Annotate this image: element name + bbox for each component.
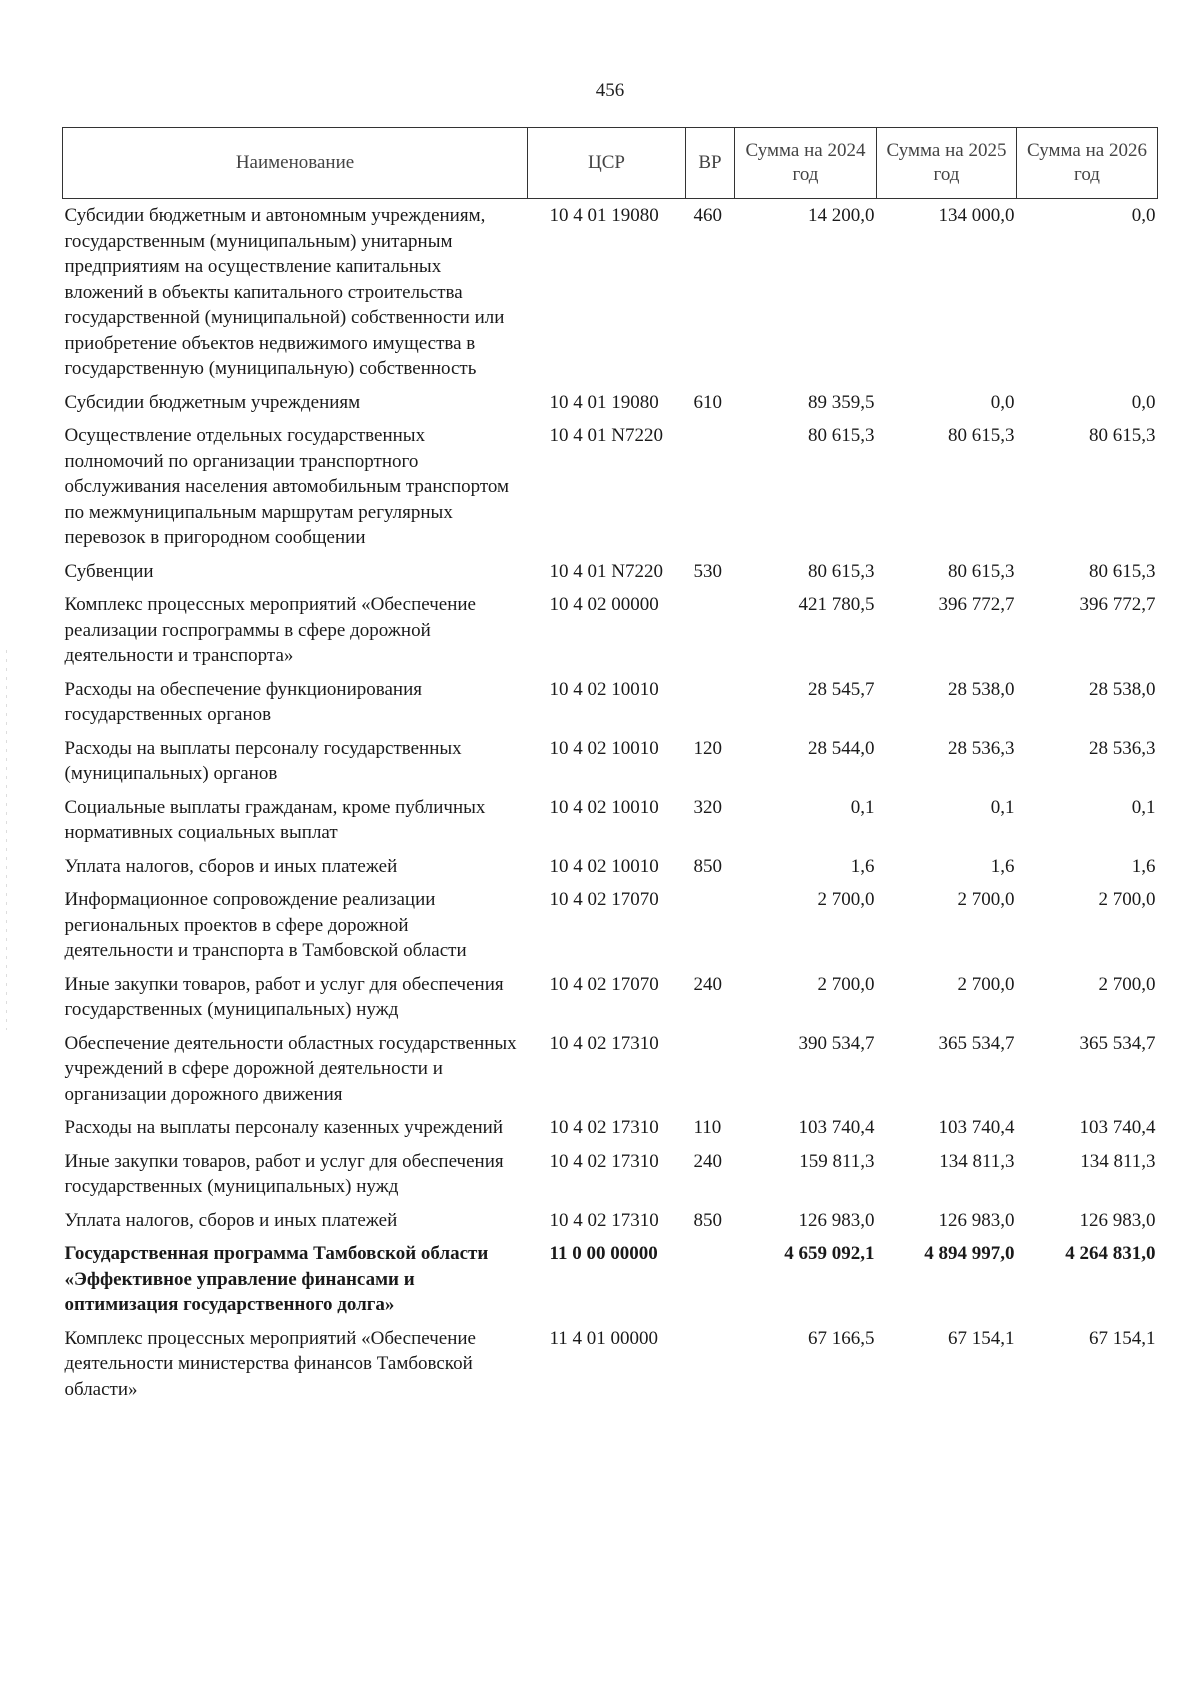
cell-sum-2025: 0,1 [990,796,1015,818]
page-number: 456 [595,80,625,101]
cell-sum-2025: 80 615,3 [948,425,1015,446]
cell-name: Комплекс процессных мероприятий «Обеспечение деятельности министерства финансов Тамбовской области» [64,1327,476,1400]
cell-csr: 11 0 00 00000 [549,1243,658,1264]
cell-sum-2024: 89 359,5 [808,391,875,413]
header-sum-2026: Сумма на 2026 год [1017,128,1158,199]
cell-csr: 10 4 02 10010 [549,678,659,700]
cell-sum-2026: 67 154,1 [1089,1327,1156,1349]
cell-csr: 11 4 01 00000 [549,1327,659,1349]
cell-sum-2025: 103 740,4 [938,1117,1015,1138]
table-row [63,1027,1158,1112]
table-row [63,386,1158,420]
cell-sum-2025: 134 000,0 [938,205,1015,226]
cell-sum-2024: 390 534,7 [798,1032,875,1054]
cell-sum-2024: 126 983,0 [798,1209,875,1231]
table-row [63,673,1158,732]
cell-sum-2025: 0,0 [990,391,1015,413]
table-header [63,128,1158,199]
cell-sum-2026: 103 740,4 [1079,1117,1156,1138]
table-row [63,1237,1158,1322]
cell-sum-2026: 28 536,3 [1089,737,1156,759]
table-row [63,199,1158,386]
cell-vr: 610 [693,391,722,413]
cell-sum-2026: 28 538,0 [1089,678,1156,700]
cell-sum-2024: 67 166,5 [808,1327,875,1349]
table-row [63,555,1158,589]
table-row [63,791,1158,850]
cell-vr [686,419,735,555]
cell-sum-2024: 4 659 092,1 [784,1243,875,1264]
table-row [63,1322,1158,1407]
cell-vr: 240 [693,1150,722,1172]
cell-csr: 10 4 01 19080 [549,205,659,226]
cell-sum-2026: 1,6 [1131,855,1156,877]
cell-sum-2025: 126 983,0 [938,1209,1015,1231]
cell-sum-2026: 134 811,3 [1080,1150,1156,1172]
cell-vr: 320 [693,796,722,818]
cell-name: Обеспечение деятельности областных государственных учреждений в сфере дорожной деятельности и организации дорожного движения [64,1032,517,1105]
cell-sum-2024: 28 544,0 [808,737,875,759]
cell-csr: 10 4 02 17070 [549,973,659,995]
cell-sum-2026: 4 264 831,0 [1065,1243,1156,1264]
cell-name: Государственная программа Тамбовской области «Эффективное управление финансами и оптимизация государственного долга» [64,1243,489,1315]
table-row [63,1145,1158,1204]
header-sum-2025: Сумма на 2025 год [877,128,1017,199]
cell-csr: 10 4 02 00000 [549,594,659,615]
cell-sum-2026: 2 700,0 [1098,973,1156,995]
cell-vr: 120 [693,737,722,759]
cell-sum-2024: 2 700,0 [817,889,875,910]
cell-sum-2024: 14 200,0 [808,205,875,226]
header-row [63,128,1158,199]
cell-name: Субсидии бюджетным учреждениям [64,391,361,413]
cell-csr: 10 4 02 10010 [549,737,659,759]
cell-vr: 530 [693,560,722,582]
cell-csr: 10 4 02 17310 [549,1150,659,1172]
table-body [63,199,1158,1407]
cell-vr [686,1322,735,1407]
cell-vr: 850 [693,1209,722,1231]
cell-sum-2024: 80 615,3 [808,425,875,446]
cell-sum-2025: 365 534,7 [938,1032,1015,1054]
cell-sum-2026: 2 700,0 [1098,889,1156,910]
cell-sum-2024: 159 811,3 [799,1150,875,1172]
cell-vr [686,588,735,673]
cell-sum-2025: 4 894 997,0 [924,1243,1015,1264]
cell-sum-2025: 28 538,0 [948,678,1015,700]
cell-vr: 850 [693,855,722,877]
table-row [63,1204,1158,1238]
cell-sum-2026: 0,0 [1131,205,1156,226]
cell-sum-2025: 396 772,7 [938,594,1015,615]
cell-name: Информационное сопровождение реализации региональных проектов в сфере дорожной деятельности и транспорта в Тамбовской области [64,889,467,961]
cell-name: Осуществление отдельных государственных полномочий по организации транспортного обслуживания населения автомобильным транспортом по межмуниципальным маршрутам регулярных перевозок в пригородном сообщении [64,425,510,548]
cell-sum-2025: 2 700,0 [957,889,1015,910]
header-csr: ЦСР [528,128,686,199]
cell-csr: 10 4 02 17310 [549,1032,659,1054]
cell-name: Субсидии бюджетным и автономным учреждениям, государственным (муниципальным) унитарным предприятиям на осуществление капитальных вложений в объекты капитального строительства государственной (муниципальной) собственности или приобретение объектов недвижимого имущества в государственную (муниципальную) собственность [64,205,505,379]
cell-name: Расходы на выплаты персоналу государственных (муниципальных) органов [64,737,462,784]
table-row [63,588,1158,673]
cell-sum-2024: 0,1 [850,796,875,818]
cell-sum-2026: 0,0 [1131,391,1156,413]
budget-table [62,127,1158,1406]
header-sum-2024: Сумма на 2024 год [735,128,877,199]
cell-sum-2025: 67 154,1 [948,1327,1015,1349]
header-vr: ВР [686,128,735,199]
cell-sum-2024: 1,6 [850,855,875,877]
table-row [63,850,1158,884]
cell-csr: 10 4 01 N7220 [549,425,663,446]
cell-vr [686,673,735,732]
cell-csr: 10 4 02 17310 [549,1117,659,1138]
cell-sum-2026: 396 772,7 [1079,594,1156,615]
table-row [63,1111,1158,1145]
cell-sum-2025: 1,6 [990,855,1015,877]
cell-csr: 10 4 01 19080 [549,391,659,413]
cell-csr: 10 4 02 10010 [549,855,659,877]
cell-sum-2024: 421 780,5 [798,594,875,615]
cell-sum-2024: 103 740,4 [798,1117,875,1138]
cell-sum-2026: 126 983,0 [1079,1209,1156,1231]
cell-name: Уплата налогов, сборов и иных платежей [64,855,398,877]
cell-name: Субвенции [64,560,154,582]
cell-sum-2026: 80 615,3 [1089,425,1156,446]
cell-vr [686,1237,735,1322]
cell-sum-2024: 80 615,3 [808,560,875,582]
cell-sum-2024: 28 545,7 [808,678,875,700]
table-row [63,732,1158,791]
cell-name: Комплекс процессных мероприятий «Обеспечение реализации госпрограммы в сфере дорожной деятельности и транспорта» [64,594,476,666]
cell-vr [686,1027,735,1112]
cell-vr [686,883,735,968]
cell-vr: 110 [693,1117,722,1138]
cell-name: Расходы на обеспечение функционирования государственных органов [64,678,422,725]
cell-name: Социальные выплаты гражданам, кроме публичных нормативных социальных выплат [64,796,486,843]
cell-name: Иные закупки товаров, работ и услуг для обеспечения государственных (муниципальных) нужд [64,973,504,1020]
cell-name: Расходы на выплаты персоналу казенных учреждений [64,1117,504,1138]
cell-vr: 240 [693,973,722,995]
cell-csr: 10 4 01 N7220 [549,560,663,582]
cell-sum-2025: 28 536,3 [948,737,1015,759]
scan-edge-mark [6,650,7,1030]
cell-sum-2026: 365 534,7 [1079,1032,1156,1054]
cell-sum-2026: 80 615,3 [1089,560,1156,582]
header-name: Наименование [63,128,528,199]
cell-sum-2025: 2 700,0 [957,973,1015,995]
table-row [63,419,1158,555]
cell-vr: 460 [693,205,722,226]
table-row [63,883,1158,968]
cell-name: Уплата налогов, сборов и иных платежей [64,1209,398,1231]
cell-sum-2026: 0,1 [1131,796,1156,818]
cell-csr: 10 4 02 17070 [549,889,659,910]
cell-csr: 10 4 02 10010 [549,796,659,818]
cell-sum-2024: 2 700,0 [817,973,875,995]
cell-name: Иные закупки товаров, работ и услуг для обеспечения государственных (муниципальных) нужд [64,1150,504,1197]
table-row [63,968,1158,1027]
cell-sum-2025: 134 811,3 [939,1150,1015,1172]
cell-csr: 10 4 02 17310 [549,1209,659,1231]
cell-sum-2025: 80 615,3 [948,560,1015,582]
